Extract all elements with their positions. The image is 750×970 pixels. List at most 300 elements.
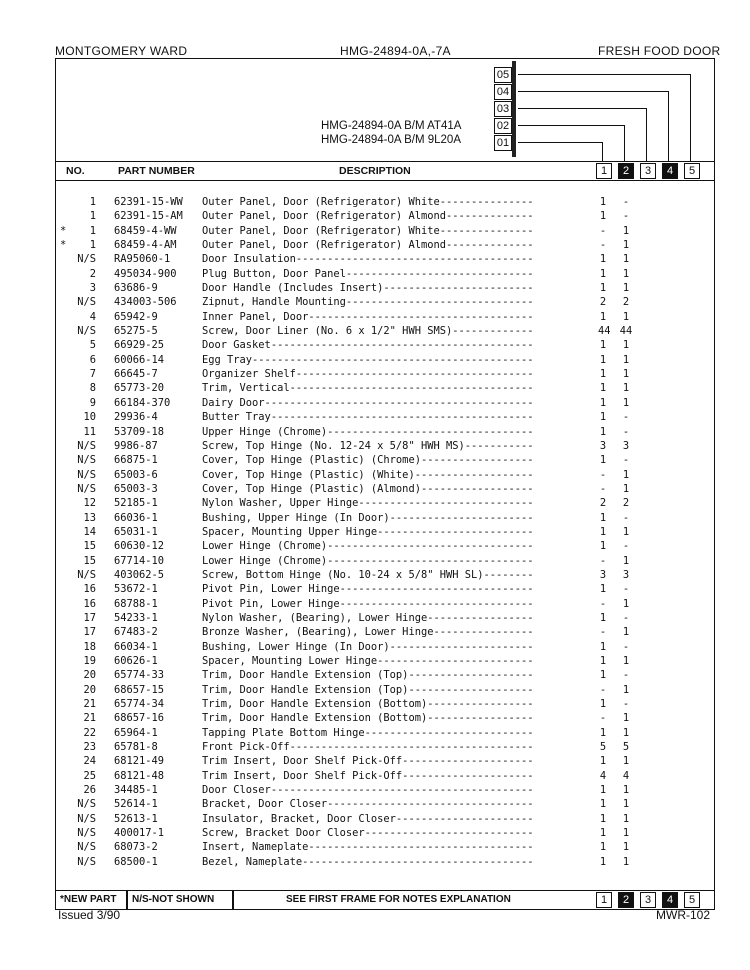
- footer-col-2: 2: [618, 892, 634, 908]
- part-ref-no: 1: [89, 239, 96, 252]
- part-description: Bushing, Lower Hinge (In Door)-----------------------: [202, 640, 534, 653]
- qty-model-1: 1: [599, 755, 607, 768]
- part-description: Cover, Top Hinge (Plastic) (Almond)------------------: [202, 482, 534, 495]
- qty-model-2: 1: [622, 827, 630, 840]
- part-description: Door Closer------------------------------------------: [202, 784, 534, 797]
- table-row: [56, 267, 714, 281]
- part-ref-no: N/S: [77, 468, 96, 481]
- part-number: 400017-1: [114, 827, 165, 840]
- part-number: 403062-5: [114, 568, 165, 581]
- col-description: DESCRIPTION: [339, 165, 411, 177]
- part-description: Bushing, Upper Hinge (In Door)-----------------------: [202, 511, 534, 524]
- part-number: RA95060-1: [114, 253, 171, 266]
- slot-03: 03: [494, 101, 512, 117]
- part-ref-no: 18: [83, 640, 96, 653]
- part-ref-no: 17: [83, 611, 96, 624]
- qty-model-2: 1: [622, 382, 630, 395]
- model-list: [321, 119, 551, 147]
- qty-model-1: 1: [599, 511, 607, 524]
- part-ref-no: 15: [83, 540, 96, 553]
- qty-model-1: 1: [599, 454, 607, 467]
- part-number: 65942-9: [114, 310, 158, 323]
- part-description: Pivot Pin, Lower Hinge-------------------------------: [202, 597, 534, 610]
- part-description: Spacer, Mounting Upper Hinge-------------------------: [202, 525, 534, 538]
- part-number: 29936-4: [114, 411, 158, 424]
- qty-model-2: 1: [622, 482, 630, 495]
- model-code: HMG-24894-0A,-7A: [340, 44, 451, 58]
- part-ref-no: 21: [83, 712, 96, 725]
- qty-model-2: -: [622, 511, 630, 524]
- slot-02: 02: [494, 118, 512, 134]
- part-ref-no: 1: [89, 196, 96, 208]
- part-ref-no: N/S: [77, 841, 96, 854]
- table-row: [56, 826, 714, 840]
- qty-model-1: -: [599, 626, 607, 639]
- table-row: [56, 410, 714, 424]
- part-number: 68121-49: [114, 755, 165, 768]
- section-title: FRESH FOOD DOOR: [598, 44, 721, 58]
- legend-bar: [56, 890, 714, 909]
- qty-model-2: -: [622, 454, 630, 467]
- part-ref-no: 20: [83, 669, 96, 682]
- part-ref-no: N/S: [77, 827, 96, 840]
- qty-model-1: 1: [599, 253, 607, 266]
- part-description: Spacer, Mounting Lower Hinge-------------------------: [202, 655, 534, 667]
- qty-model-2: 1: [622, 554, 630, 567]
- table-row: [56, 740, 714, 754]
- part-description: Nylon Washer, (Bearing), Lower Hinge-----------------: [202, 611, 534, 624]
- part-ref-no: 1: [89, 224, 96, 237]
- slot-05: 05: [494, 67, 512, 83]
- part-ref-no: 14: [83, 525, 96, 538]
- part-number: 68459-4-AM: [114, 239, 177, 252]
- part-description: Cover, Top Hinge (Plastic) (White)-------------------: [202, 468, 534, 481]
- qty-model-1: 1: [599, 784, 607, 797]
- qty-model-1: -: [599, 683, 607, 696]
- qty-model-1: -: [599, 597, 607, 610]
- part-ref-no: 16: [83, 597, 96, 610]
- part-description: Screw, Door Liner (No. 6 x 1/2" HWH SMS)-------------: [202, 325, 534, 338]
- qty-model-2: 44: [619, 325, 633, 338]
- qty-model-1: 1: [599, 540, 607, 553]
- model-col-4: 4: [662, 163, 678, 179]
- part-description: Plug Button, Door Panel------------------------------: [202, 267, 534, 280]
- part-number: 68657-15: [114, 683, 165, 696]
- qty-model-1: 1: [599, 282, 607, 295]
- qty-model-2: 1: [622, 253, 630, 266]
- footer-col-1: 1: [596, 892, 612, 908]
- part-ref-no: 10: [83, 411, 96, 424]
- qty-model-1: 44: [598, 325, 611, 338]
- model-col-1: 1: [596, 163, 612, 179]
- part-description: Egg Tray---------------------------------------------: [202, 353, 534, 366]
- part-description: Pivot Pin, Lower Hinge-------------------------------: [202, 583, 534, 596]
- part-number: 68459-4-WW: [114, 224, 177, 237]
- part-ref-no: N/S: [77, 798, 96, 811]
- part-number: 34485-1: [114, 784, 158, 797]
- model-line: HMG-24894-0A B/M 9L20A: [321, 134, 461, 146]
- table-row: [56, 224, 714, 238]
- part-ref-no: 6: [89, 353, 96, 366]
- qty-model-1: 2: [599, 497, 607, 510]
- part-number: 53672-1: [114, 583, 158, 596]
- issued-date: Issued 3/90: [58, 908, 121, 922]
- brand-label: MONTGOMERY WARD: [55, 44, 188, 58]
- qty-model-1: 3: [599, 568, 607, 581]
- part-number: 66929-25: [114, 339, 165, 352]
- part-number: 60630-12: [114, 540, 165, 553]
- table-row: [56, 468, 714, 482]
- part-number: 66645-7: [114, 368, 158, 381]
- table-row: [56, 453, 714, 467]
- qty-model-2: 1: [622, 855, 630, 868]
- part-number: 53709-18: [114, 425, 165, 438]
- part-ref-no: N/S: [77, 568, 96, 581]
- part-description: Bezel, Nameplate-------------------------------------: [202, 855, 534, 868]
- part-number: 495034-900: [114, 267, 177, 280]
- part-ref-no: 4: [89, 310, 96, 323]
- table-row: [56, 582, 714, 596]
- qty-model-2: -: [622, 540, 630, 553]
- table-row: [56, 697, 714, 711]
- qty-model-1: 1: [599, 827, 607, 840]
- table-row: [56, 338, 714, 352]
- qty-model-2: 2: [622, 296, 630, 309]
- qty-model-1: 1: [599, 382, 607, 395]
- part-number: 66036-1: [114, 511, 158, 524]
- part-description: Upper Hinge (Chrome)---------------------------------: [202, 425, 534, 438]
- part-number: 66034-1: [114, 640, 158, 653]
- qty-model-1: 1: [599, 196, 607, 208]
- part-description: Inner Panel, Door------------------------------------: [202, 310, 534, 323]
- part-description: Trim Insert, Door Shelf Pick-Off---------------------: [202, 769, 534, 782]
- part-number: 60626-1: [114, 655, 158, 667]
- table-row: [56, 396, 714, 410]
- table-row: [56, 797, 714, 811]
- table-row: [56, 855, 714, 869]
- qty-model-1: 1: [599, 396, 607, 409]
- table-row: [56, 209, 714, 223]
- qty-model-2: 1: [622, 310, 630, 323]
- qty-model-2: 1: [622, 626, 630, 639]
- part-description: Butter Tray------------------------------------------: [202, 411, 534, 424]
- table-row: [56, 769, 714, 783]
- qty-model-2: 1: [622, 798, 630, 811]
- part-description: Lower Hinge (Chrome)---------------------------------: [202, 554, 534, 567]
- qty-model-2: -: [622, 210, 630, 223]
- part-number: 52185-1: [114, 497, 158, 510]
- qty-model-2: -: [622, 669, 630, 682]
- qty-model-2: -: [622, 583, 630, 596]
- table-row: [56, 238, 714, 252]
- part-number: 66184-370: [114, 396, 171, 409]
- part-ref-no: 3: [89, 282, 96, 295]
- part-description: Outer Panel, Door (Refrigerator) Almond--------------: [202, 210, 534, 223]
- table-row: [56, 496, 714, 510]
- part-description: Door Gasket------------------------------------------: [202, 339, 534, 352]
- footer-col-4: 4: [662, 892, 678, 908]
- part-description: Trim, Door Handle Extension (Top)--------------------: [202, 683, 534, 696]
- part-number: 62391-15-WW: [114, 196, 183, 208]
- table-row: [56, 525, 714, 539]
- model-col-2: 2: [618, 163, 634, 179]
- model-line: HMG-24894-0A B/M AT41A: [321, 120, 462, 132]
- parts-table: [56, 195, 714, 869]
- table-row: [56, 554, 714, 568]
- qty-model-1: 1: [599, 411, 607, 424]
- qty-model-1: 1: [599, 611, 607, 624]
- table-row: [56, 324, 714, 338]
- part-ref-no: 11: [83, 425, 96, 438]
- part-number: 434003-506: [114, 296, 177, 309]
- table-row: [56, 353, 714, 367]
- table-row: [56, 310, 714, 324]
- qty-model-2: 1: [622, 784, 630, 797]
- part-number: 67483-2: [114, 626, 158, 639]
- qty-model-2: 3: [622, 439, 630, 452]
- part-number: 68788-1: [114, 597, 158, 610]
- part-number: 65774-34: [114, 698, 165, 711]
- page-code: MWR-102: [656, 908, 711, 922]
- part-ref-no: N/S: [77, 482, 96, 495]
- legend-new-part: *NEW PART: [60, 894, 117, 905]
- table-row: [56, 425, 714, 439]
- qty-model-1: -: [599, 224, 607, 237]
- part-number: 52614-1: [114, 798, 158, 811]
- table-row: [56, 783, 714, 797]
- part-ref-no: 20: [83, 683, 96, 696]
- qty-model-2: 2: [622, 497, 630, 510]
- qty-model-1: 4: [599, 769, 607, 782]
- qty-model-2: 1: [622, 525, 630, 538]
- part-ref-no: 24: [83, 755, 96, 768]
- qty-model-1: 1: [599, 267, 607, 280]
- table-row: [56, 840, 714, 854]
- qty-model-2: 1: [622, 812, 630, 825]
- qty-model-1: -: [599, 712, 607, 725]
- qty-model-2: 1: [622, 353, 630, 366]
- part-description: Zipnut, Handle Mounting------------------------------: [202, 296, 534, 309]
- qty-model-2: 1: [622, 683, 630, 696]
- table-row: [56, 482, 714, 496]
- qty-model-1: 1: [599, 425, 607, 438]
- table-row: [56, 597, 714, 611]
- table-row: [56, 252, 714, 266]
- part-description: Screw, Top Hinge (No. 12-24 x 5/8" HWH MS)-----------: [202, 439, 534, 452]
- qty-model-2: -: [622, 196, 630, 208]
- part-number: 65275-5: [114, 325, 158, 338]
- part-ref-no: N/S: [77, 855, 96, 868]
- table-row: [56, 611, 714, 625]
- part-ref-no: N/S: [77, 454, 96, 467]
- part-description: Cover, Top Hinge (Plastic) (Chrome)------------------: [202, 454, 534, 467]
- part-ref-no: N/S: [77, 812, 96, 825]
- part-description: Front Pick-Off---------------------------------------: [202, 741, 534, 754]
- table-row: [56, 367, 714, 381]
- table-row: [56, 281, 714, 295]
- qty-model-2: 1: [622, 755, 630, 768]
- part-description: Door Insulation--------------------------------------: [202, 253, 534, 266]
- qty-model-1: 1: [599, 812, 607, 825]
- qty-model-2: 3: [622, 568, 630, 581]
- qty-model-1: 1: [599, 726, 607, 739]
- parts-list-frame: [55, 58, 715, 910]
- part-number: 62391-15-AM: [114, 210, 183, 223]
- part-number: 54233-1: [114, 611, 158, 624]
- part-ref-no: N/S: [77, 439, 96, 452]
- qty-model-1: 5: [599, 741, 607, 754]
- col-no: NO.: [66, 165, 85, 177]
- part-ref-no: 9: [89, 396, 96, 409]
- part-description: Screw, Bottom Hinge (No. 10-24 x 5/8" HWH SL)--------: [202, 568, 534, 581]
- part-description: Trim, Door Handle Extension (Bottom)-----------------: [202, 698, 534, 711]
- qty-model-2: 1: [622, 282, 630, 295]
- part-description: Trim, Door Handle Extension (Bottom)-----------------: [202, 712, 534, 725]
- qty-model-2: 1: [622, 339, 630, 352]
- qty-model-1: 1: [599, 353, 607, 366]
- qty-model-2: 1: [622, 468, 630, 481]
- part-ref-no: 25: [83, 769, 96, 782]
- part-number: 68500-1: [114, 855, 158, 868]
- part-number: 65031-1: [114, 525, 158, 538]
- part-number: 66875-1: [114, 454, 158, 467]
- qty-model-2: 1: [622, 841, 630, 854]
- table-row: [56, 511, 714, 525]
- part-number: 9986-87: [114, 439, 158, 452]
- part-number: 52613-1: [114, 812, 158, 825]
- part-description: Insulator, Bracket, Door Closer----------------------: [202, 812, 534, 825]
- slot-04: 04: [494, 84, 512, 100]
- table-row: [56, 568, 714, 582]
- qty-model-1: 1: [599, 210, 607, 223]
- qty-model-2: -: [622, 698, 630, 711]
- part-mark: *: [60, 224, 67, 237]
- part-description: Screw, Bracket Door Closer---------------------------: [202, 827, 534, 840]
- table-row: [56, 812, 714, 826]
- part-ref-no: 8: [89, 382, 96, 395]
- part-description: Nylon Washer, Upper Hinge----------------------------: [202, 497, 534, 510]
- table-row: [56, 381, 714, 395]
- column-header: [56, 161, 714, 181]
- qty-model-1: 1: [599, 855, 607, 868]
- qty-model-1: -: [599, 554, 607, 567]
- qty-model-2: 4: [622, 769, 630, 782]
- qty-model-2: 1: [622, 726, 630, 739]
- part-ref-no: N/S: [77, 296, 96, 309]
- part-description: Outer Panel, Door (Refrigerator) White---------------: [202, 196, 534, 208]
- qty-model-2: -: [622, 411, 630, 424]
- qty-model-2: 1: [622, 239, 630, 252]
- table-row: [56, 683, 714, 697]
- part-number: 65773-20: [114, 382, 165, 395]
- table-row: [56, 654, 714, 668]
- qty-model-1: 1: [599, 698, 607, 711]
- part-description: Organizer Shelf--------------------------------------: [202, 368, 534, 381]
- qty-model-1: 3: [599, 439, 607, 452]
- qty-model-2: 1: [622, 655, 630, 667]
- part-ref-no: 5: [89, 339, 96, 352]
- qty-model-1: 1: [599, 339, 607, 352]
- part-ref-no: 1: [89, 210, 96, 223]
- qty-model-2: -: [622, 425, 630, 438]
- part-description: Lower Hinge (Chrome)---------------------------------: [202, 540, 534, 553]
- part-ref-no: N/S: [77, 253, 96, 266]
- qty-model-1: -: [599, 468, 607, 481]
- table-row: [56, 195, 714, 209]
- part-number: 65781-8: [114, 741, 158, 754]
- part-description: Trim, Vertical---------------------------------------: [202, 382, 534, 395]
- qty-model-1: 1: [599, 798, 607, 811]
- part-description: Trim Insert, Door Shelf Pick-Off---------------------: [202, 755, 534, 768]
- qty-model-1: 1: [599, 583, 607, 596]
- part-ref-no: N/S: [77, 325, 96, 338]
- legend-not-shown: N/S-NOT SHOWN: [132, 894, 215, 905]
- qty-model-2: 1: [622, 396, 630, 409]
- table-row: [56, 539, 714, 553]
- part-ref-no: 21: [83, 698, 96, 711]
- legend-note: SEE FIRST FRAME FOR NOTES EXPLANATION: [286, 894, 511, 905]
- part-description: Door Handle (Includes Insert)------------------------: [202, 282, 534, 295]
- table-row: [56, 439, 714, 453]
- part-ref-no: 16: [83, 583, 96, 596]
- qty-model-1: 1: [599, 310, 607, 323]
- part-number: 65003-6: [114, 468, 158, 481]
- part-description: Bronze Washer, (Bearing), Lower Hinge----------------: [202, 626, 534, 639]
- table-row: [56, 640, 714, 654]
- qty-model-2: 1: [622, 368, 630, 381]
- col-part-number: PART NUMBER: [118, 165, 195, 177]
- qty-model-2: 1: [622, 712, 630, 725]
- table-row: [56, 711, 714, 725]
- qty-model-2: 1: [622, 597, 630, 610]
- model-col-5: 5: [684, 163, 700, 179]
- footer-col-5: 5: [684, 892, 700, 908]
- qty-model-2: -: [622, 640, 630, 653]
- table-row: [56, 726, 714, 740]
- qty-model-1: 1: [599, 841, 607, 854]
- part-ref-no: 7: [89, 368, 96, 381]
- part-mark: *: [60, 239, 67, 252]
- qty-model-1: -: [599, 239, 607, 252]
- part-number: 65774-33: [114, 669, 165, 682]
- part-ref-no: 15: [83, 554, 96, 567]
- part-ref-no: 2: [89, 267, 96, 280]
- table-row: [56, 295, 714, 309]
- qty-model-2: 1: [622, 267, 630, 280]
- model-col-3: 3: [640, 163, 656, 179]
- qty-model-1: -: [599, 482, 607, 495]
- part-description: Bracket, Door Closer---------------------------------: [202, 798, 534, 811]
- qty-model-1: 1: [599, 669, 607, 682]
- part-number: 68121-48: [114, 769, 165, 782]
- qty-model-1: 1: [599, 640, 607, 653]
- part-description: Dairy Door-------------------------------------------: [202, 396, 534, 409]
- part-description: Outer Panel, Door (Refrigerator) Almond--------------: [202, 239, 534, 252]
- part-description: Outer Panel, Door (Refrigerator) White---------------: [202, 224, 534, 237]
- part-description: Tapping Plate Bottom Hinge---------------------------: [202, 726, 534, 739]
- qty-model-2: -: [622, 611, 630, 624]
- part-description: Trim, Door Handle Extension (Top)--------------------: [202, 669, 534, 682]
- part-ref-no: 22: [83, 726, 96, 739]
- table-row: [56, 754, 714, 768]
- part-number: 68073-2: [114, 841, 158, 854]
- qty-model-1: 1: [599, 525, 607, 538]
- part-number: 60066-14: [114, 353, 165, 366]
- qty-model-2: 5: [622, 741, 630, 754]
- part-number: 68657-16: [114, 712, 165, 725]
- part-ref-no: 12: [83, 497, 96, 510]
- part-number: 65003-3: [114, 482, 158, 495]
